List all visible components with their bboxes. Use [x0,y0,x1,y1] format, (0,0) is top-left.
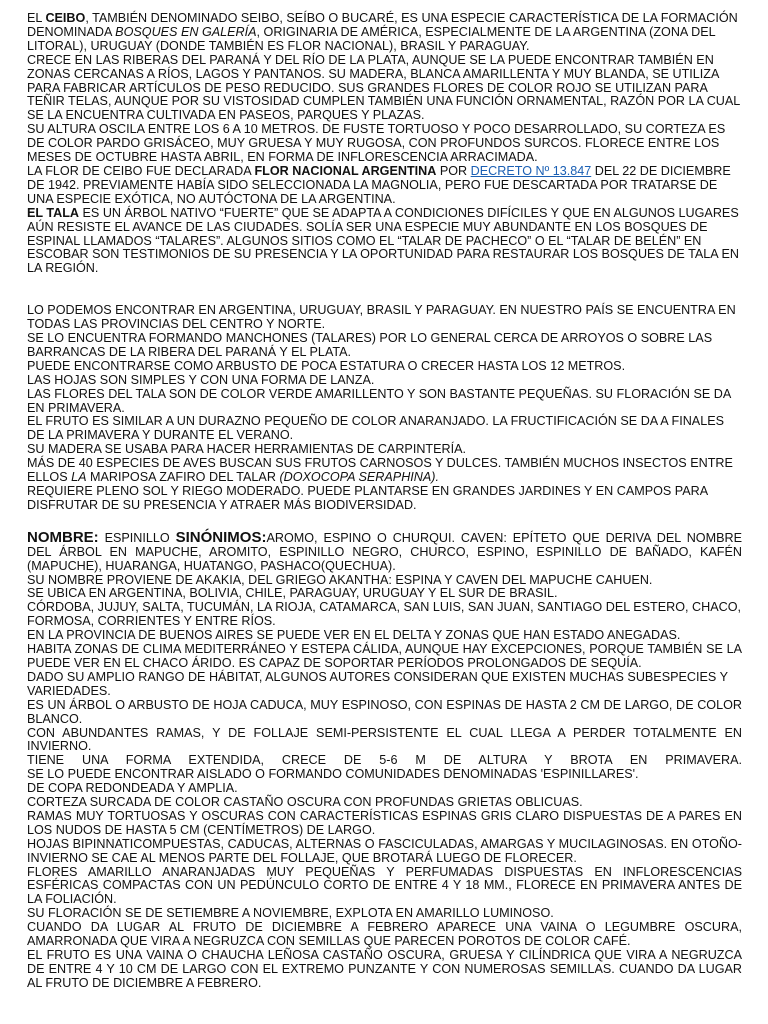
bosques-en-galeria-term: BOSQUES EN GALERÍA [115,24,257,39]
espinillo-line: SU NOMBRE PROVIENE DE AKAKIA, DEL GRIEGO AKANTHA: ESPINA Y CAVEN DEL MAPUCHE CAHUEN. [27,572,653,587]
tala-aves-paragraph [27,457,742,485]
espinillo-line: EL FRUTO ES UNA VAINA O CHAUCHA LEÑOSA CASTAÑO OSCURA, GRUESA Y CILÍNDRICA QUE VIRA A NEGRUZCA DE ENTRE 4 Y 10 CM DE LARGO CON EL EXTREMO PUNZANTE Y CON NUMEROSAS SEMILLAS. CUANDO DA LUGAR AL FRUTO DE DICIEMBRE A FEBRERO. [27,948,742,990]
espinillo-line: CÓRDOBA, JUJUY, SALTA, TUCUMÁN, LA RIOJA, CATAMARCA, SAN LUIS, SAN JUAN, SANTIAGO DEL ESTERO, CHACO, FORMOSA, CORRIENTES Y ENTRE RÍOS. [27,600,742,629]
decreto-link[interactable]: DECRETO Nº 13.847 [470,163,592,178]
sinonimos-label: SINÓNIMOS: [175,528,267,546]
text-run: DEL 22 DE DICIEMBRE DE 1942. PREVIAMENTE HABÍA SIDO SELECCIONADA LA MAGNOLIA, PERO FUE DESCARTADA POR TRATARSE DE UNA ESPECIE EXÓTICA, NO AUTÓCTONA DE LA ARGENTINA. [27,163,731,206]
tala-line: PUEDE ENCONTRARSE COMO ARBUSTO DE POCA ESTATURA O CRECER HASTA LOS 12 METROS. [27,358,626,373]
espinillo-line: SE LO PUEDE ENCONTRAR AISLADO O FORMANDO COMUNIDADES DENOMINADAS 'ESPINILLARES'. [27,767,639,782]
tala-line: LAS FLORES DEL TALA SON DE COLOR VERDE AMARILLENTO Y SON BASTANTE PEQUEÑAS. SU FLORACIÓN SE DA EN PRIMAVERA. [27,386,731,415]
espinillo-line: CUANDO DA LUGAR AL FRUTO DE DICIEMBRE A FEBRERO APARECE UNA VAINA O LEGUMBRE OSCURA, AMARRONADA QUE VIRA A NEGRUZCA CON SEMILLAS QUE PARECEN POROTOS DE COLOR CAFÉ. [27,920,742,949]
tala-line: SU MADERA SE USABA PARA HACER HERRAMIENTAS DE CARPINTERÍA. [27,442,467,457]
espinillo-line: EN LA PROVINCIA DE BUENOS AIRES SE PUEDE VER EN EL DELTA Y ZONAS QUE HAN ESTADO ANEGADAS. [27,628,681,643]
text-run: MÁS DE 40 ESPECIES DE AVES BUSCAN SUS FRUTOS CARNOSOS Y DULCES. TAMBIÉN MUCHOS INSECTOS ENTRE ELLOS [27,456,733,485]
ceibo-term: CEIBO [45,11,86,25]
tala-line: LO PODEMOS ENCONTRAR EN ARGENTINA, URUGUAY, BRASIL Y PARAGUAY. EN NUESTRO PAÍS SE ENCUENTRA EN TODAS LAS PROVINCIAS DEL CENTRO Y NORTE. [27,303,736,332]
text-run: POR [436,163,471,178]
espinillo-line: CON ABUNDANTES RAMAS, Y DE FOLLAJE SEMI-PERSISTENTE EL CUAL LLEGA A PERDER TOTALMENTE EN INVIERNO. [27,725,742,754]
doxocopa-seraphina-term: (DOXOCOPA SERAPHINA). [279,470,439,485]
espinillo-line: DADO SU AMPLIO RANGO DE HÁBITAT, ALGUNOS AUTORES CONSIDERAN QUE EXISTEN MUCHAS SUBESPECIES Y VARIEDADES. [27,669,728,698]
text-run: ES UN ÁRBOL NATIVO “FUERTE” QUE SE ADAPTA A CONDICIONES DIFÍCILES Y QUE EN ALGUNOS LUGARES AÚN RESISTE EL AVANCE DE LAS CIUDADES. SOLÍA SER UNA ESPECIE MUY ABUNDANTE EN LOS BOSQUES DE ESPINAL LLAMADOS “TALARES”. ALGUNOS SITIOS COMO EL “TALAR DE PACHECO” O EL “TALAR DE BELÉN” EN ESCOBAR SON TESTIMONIOS DE SU PRESENCIA Y LA OPORTUNIDAD PARA RESTAURAR LOS BOSQUES DE TALA EN LA REGIÓN. [27,205,739,276]
ceibo-habitat-paragraph: CRECE EN LAS RIBERAS DEL PARANÁ Y DEL RÍO DE LA PLATA, AUNQUE SE LA PUEDE ENCONTRAR TAMBIÉN EN ZONAS CERCANAS A RÍOS, LAGOS Y PANTANOS. SU MADERA, BLANCA AMARILLENTA Y MUY BLANDA, SE UTILIZA PARA FABRICAR ARTÍCULOS DE PESO REDUCIDO. SUS GRANDES FLORES DE COLOR ROJO SE UTILIZAN PARA TEÑIR TELAS, AUNQUE POR SU VISTOSIDAD CUMPLEN TAMBIÉN UNA FUNCIÓN ORNAMENTAL, RAZÓN POR LA CUAL SE LA ENCUENTRA CULTIVADA EN PASEOS, PARQUES Y PLAZAS. [27,52,740,123]
espinillo-line: ES UN ÁRBOL O ARBUSTO DE HOJA CADUCA, MUY ESPINOSO, CON ESPINAS DE HASTA 2 CM DE LARGO, DE COLOR BLANCO. [27,697,742,726]
tala-line: EL FRUTO ES SIMILAR A UN DURAZNO PEQUEÑO DE COLOR ANARANJADO. LA FRUCTIFICACIÓN SE DA A FINALES DE LA PRIMAVERA Y DURANTE EL VERANO. [27,414,725,443]
nombre-value: ESPINILLO [98,530,176,545]
espinillo-line: DE COPA REDONDEADA Y AMPLIA. [27,781,238,796]
text-run: EL [27,11,46,25]
tala-line: SE LO ENCUENTRA FORMANDO MANCHONES (TALARES) POR LO GENERAL CERCA DE ARROYOS O SOBRE LAS BARRANCAS DE LA RIBERA DEL PARANÁ Y EL PLATA. [27,331,713,359]
text-run: MARIPOSA ZAFIRO DEL TALAR [86,470,280,485]
nombre-label: NOMBRE: [27,528,99,546]
text-run: , ORIGINARIA DE AMÉRICA, ESPECIALMENTE DE LA ARGENTINA (ZONA DEL LITORAL), URUGUAY (DONDE TAMBIÉN ES FLOR NACIONAL), BRASIL Y PARAGUAY. [27,24,716,53]
espinillo-line: HOJAS BIPINNATICOMPUESTAS, CADUCAS, ALTERNAS O FASCICULADAS, AMARGAS Y MUCILAGINOSAS. EN OTOÑO-INVIERNO SE CAE AL MENOS PARTE DEL FOLLAJE, QUE BROTARÁ LUEGO DE FLORECER. [27,836,742,865]
text-run: LA FLOR DE CEIBO FUE DECLARADA [27,163,255,178]
espinillo-nombre-paragraph [27,528,742,574]
tala-line: REQUIERE PLENO SOL Y RIEGO MODERADO. PUEDE PLANTARSE EN GRANDES JARDINES Y EN CAMPOS PARA DISFRUTAR DE SU PRESENCIA Y ATRAER MÁS BIODIVERSIDAD. [27,484,708,512]
flor-nacional-term: FLOR NACIONAL ARGENTINA [254,163,437,178]
sinonimos-value: AROMO, ESPINO O CHURQUI. CAVEN: EPÍTETO QUE DERIVA DEL NOMBRE DEL ÁRBOL EN MAPUCHE, AROMITO, ESPINILLO NEGRO, CHURCO, ESPINO, ESPINILLO DE BAÑADO, KAFÉN (MAPUCHE), HUARANGA, HUATANGO, PASHACO(QUECHUA). [27,530,742,573]
spacer [27,513,742,531]
tala-term: EL TALA [27,205,80,220]
tala-intro-paragraph [27,207,742,277]
espinillo-line: SE UBICA EN ARGENTINA, BOLIVIA, CHILE, PARAGUAY, URUGUAY Y EL SUR DE BRASIL. [27,586,558,601]
espinillo-line: SU FLORACIÓN SE DE SETIEMBRE A NOVIEMBRE, EXPLOTA EN AMARILLO LUMINOSO. [27,906,554,921]
espinillo-line: RAMAS MUY TORTUOSAS Y OSCURAS CON CARACTERÍSTICAS ESPINAS GRIS CLARO DISPUESTAS DE A PARES EN LOS NUDOS DE HASTA 5 CM (CENTÍMETROS) DE LARGO. [27,808,742,837]
text-run: , TAMBIÉN DENOMINADO SEIBO, SEÍBO O BUCARÉ, ES UNA ESPECIE CARACTERÍSTICA DE LA FORMACIÓN DENOMINADA [27,11,738,39]
ceibo-intro-paragraph [27,12,742,54]
spacer [27,276,742,304]
italic-run: LA [71,470,87,485]
espinillo-line: HABITA ZONAS DE CLIMA MEDITERRÁNEO Y ESTEPA CÁLIDA, AUNQUE HAY EXCEPCIONES, PORQUE TAMBIÉN SE LA PUEDE VER EN EL CHACO ÁRIDO. ES CAPAZ DE SOPORTAR PERÍODOS PROLONGADOS DE SEQUÍA. [27,642,742,670]
espinillo-line: TIENE UNA FORMA EXTENDIDA, CRECE DE 5-6 M DE ALTURA Y BROTA EN PRIMAVERA. [27,753,742,768]
ceibo-flor-nacional-paragraph [27,165,742,207]
tala-line: LAS HOJAS SON SIMPLES Y CON UNA FORMA DE LANZA. [27,372,375,387]
espinillo-line: FLORES AMARILLO ANARANJADAS MUY PEQUEÑAS Y PERFUMADAS DISPUESTAS EN INFLORESCENCIAS ESFÉRICAS COMPACTAS CON UN PEDÚNCULO CORTO DE ENTRE 4 Y 18 MM., FLORECE EN PRIMAVERA ANTES DE LA FOLIACIÓN. [27,864,742,907]
ceibo-altura-paragraph: SU ALTURA OSCILA ENTRE LOS 6 A 10 METROS. DE FUSTE TORTUOSO Y POCO DESARROLLADO, SU CORTEZA ES DE COLOR PARDO GRISÁCEO, MUY GRUESA Y MUY RUGOSA, CON PROFUNDOS SURCOS. FLORECE ENTRE LOS MESES DE OCTUBRE HASTA ABRIL, EN FORMA DE INFLORESCENCIA ARRACIMADA. [27,122,726,165]
espinillo-line: CORTEZA SURCADA DE COLOR CASTAÑO OSCURA CON PROFUNDAS GRIETAS OBLICUAS. [27,795,583,810]
